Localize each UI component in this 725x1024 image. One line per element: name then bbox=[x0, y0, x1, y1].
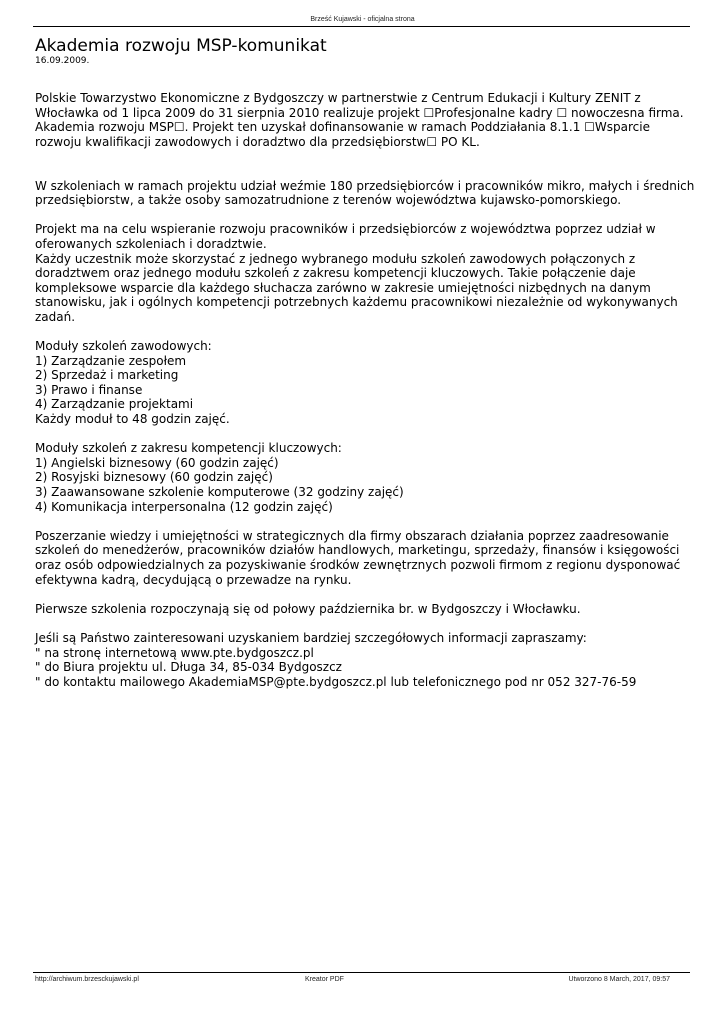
article-date: 16.09.2009. bbox=[35, 56, 90, 66]
article-title: Akademia rozwoju MSP-komunikat bbox=[35, 36, 327, 56]
spacer bbox=[35, 325, 695, 340]
spacer bbox=[35, 208, 695, 223]
spacer bbox=[35, 587, 695, 602]
key-competence-modules-list: Moduły szkoleń z zakresu kompetencji kluczowych: 1) Angielski biznesowy (60 godzin zajęć) 2) Rosyjski biznesowy (60 godzin zajęć) 3) Zaawansowane szkolenie komputerowe (32 godziny zajęć) 4) Komunikacja interpersonalna (12 godzin zajęć) bbox=[35, 441, 404, 514]
paragraph-intro: Polskie Towarzystwo Ekonomiczne z Bydgoszczy w partnerstwie z Centrum Edukacji i Kultury ZENIT z Włocławka od 1 lipca 2009 do 31 sierpnia 2010 realizuje projekt ☐Profesjonalne kadry ☐ nowoczesna firma. Akademia rozwoju MSP☐. Projekt ten uzyskał dofinansowanie w ramach Poddziałania 8.1.1 ☐Wsparcie rozwoju kwalifikacji zawodowych i doradztwo dla przedsiębiorstw☐ PO KL. bbox=[35, 91, 684, 149]
paragraph-start-date: Pierwsze szkolenia rozpoczynają się od połowy października br. w Bydgoszczy i Włocławku. bbox=[35, 601, 581, 616]
spacer bbox=[35, 427, 695, 442]
footer-created-timestamp: Utworzono 8 March, 2017, 09:57 bbox=[568, 976, 670, 983]
article-body bbox=[35, 91, 695, 689]
paragraph-participants: W szkoleniach w ramach projektu udział weźmie 180 przedsiębiorców i pracowników mikro, małych i średnich przedsiębiorstw, a także osoby samozatrudnione z terenów województwa kujawsko-pomorskiego. bbox=[35, 178, 695, 208]
header-divider bbox=[33, 26, 690, 27]
paragraph-goals: Projekt ma na celu wspieranie rozwoju pracowników i przedsiębiorców z województwa poprzez udział w oferowanych szkoleniach i doradztwie. Każdy uczestnik może skorzystać z jednego wybranego modułu szkoleń zawodowych połączonych z doradztwem oraz jednego modułu szkoleń z zakresu kompetencji kluczowych. Takie połączenie daje kompleksowe wsparcie dla każdego słuchacza zarówno w zakresie umiejętności nizbędnych na danym stanowisku, jak i ogólnych kompetencji potrzebnych każdemu pracownikowi niezależnie od wykonywanych zadań. bbox=[35, 222, 678, 324]
professional-modules-list: Moduły szkoleń zawodowych: 1) Zarządzanie zespołem 2) Sprzedaż i marketing 3) Prawo i finanse 4) Zarządzanie projektami Każdy moduł to 48 godzin zajęć. bbox=[35, 339, 230, 427]
footer-url: http://archiwum.brzesckujawski.pl bbox=[35, 976, 139, 983]
paragraph-benefits: Poszerzanie wiedzy i umiejętności w strategicznych dla firmy obszarach działania poprzez zaadresowanie szkoleń do menedżerów, pracowników działów handlowych, marketingu, sprzedaży, finansów i księgowości oraz osób odpowiedzialnych za pozyskiwanie środków zewnętrznych pozwoli firmom z regionu dysponować efektywna kadrą, decydującą o przewadze na rynku. bbox=[35, 528, 681, 587]
spacer bbox=[35, 514, 695, 529]
paragraph-contact-info: Jeśli są Państwo zainteresowani uzyskaniem bardziej szczegółowych informacji zapraszamy: " na stronę internetową www.pte.bydgoszcz.pl " do Biura projektu ul. Długa 34, 85-034 Bydgoszcz " do kontaktu mailowego AkademiaMSP@pte.bydgoszcz.pl lub telefonicznego pod nr 052 327-76-59 bbox=[35, 630, 637, 689]
footer-divider bbox=[33, 972, 690, 973]
spacer bbox=[35, 149, 695, 178]
site-title-header: Brześć Kujawski - oficjalna strona bbox=[310, 16, 415, 23]
spacer bbox=[35, 616, 695, 631]
footer-generator: Kreator PDF bbox=[305, 976, 344, 983]
